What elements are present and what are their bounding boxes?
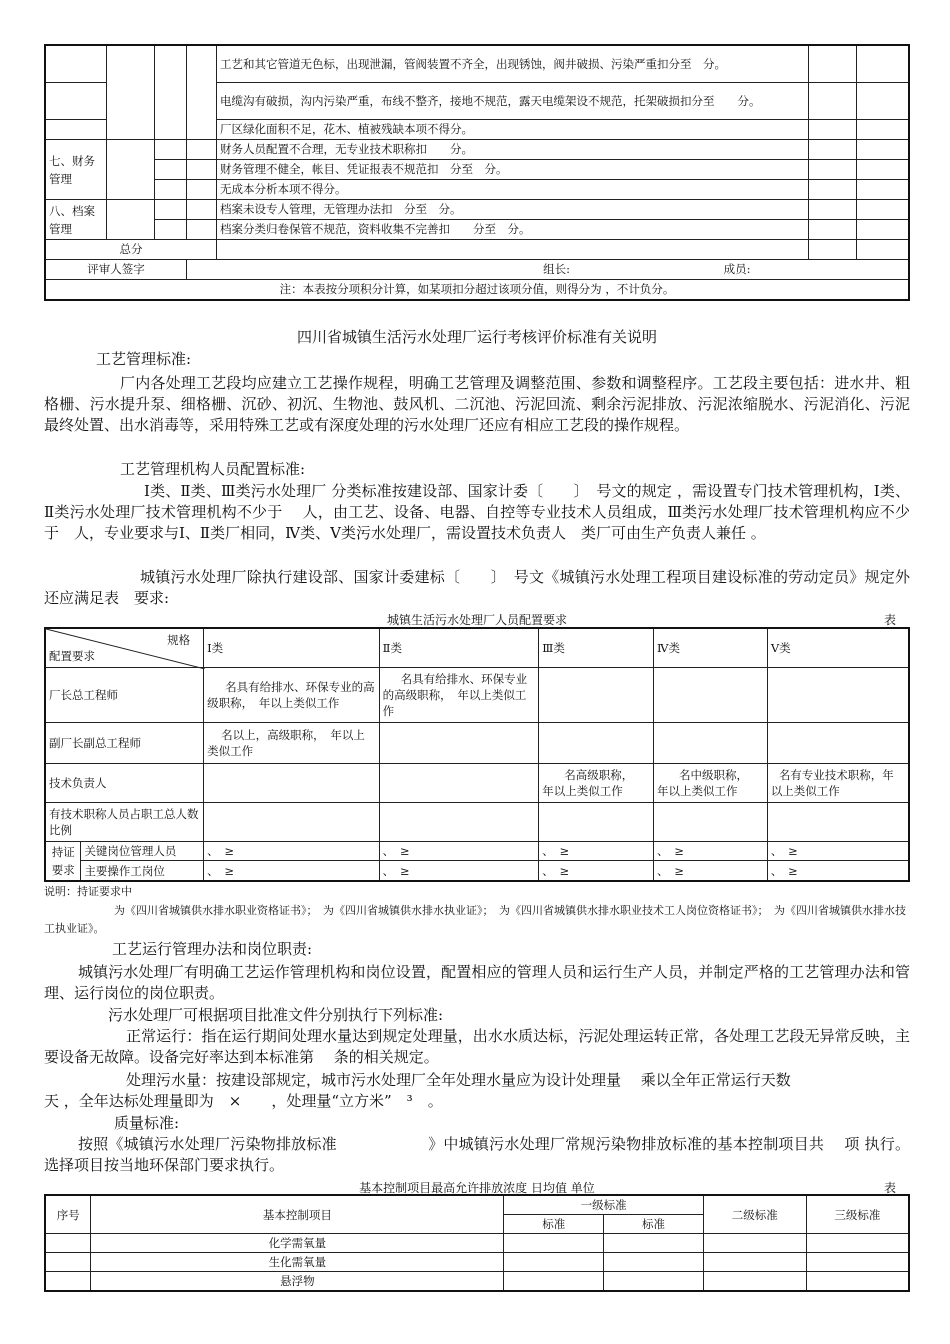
- column-header: Ⅳ类: [654, 628, 768, 668]
- limit-table-number: 表: [884, 1181, 897, 1195]
- leader-label: 组长:: [543, 262, 571, 276]
- section-heading-staff: 工艺管理机构人员配置标准:: [120, 460, 306, 478]
- row-label: 有技术职称人员占职工总人数比例: [45, 803, 204, 842]
- table-cell: 名具有给排水、环保专业的高级职称， 年以上类似工作: [204, 668, 380, 723]
- paragraph-volume-line1: 处理污水量：按建设部规定，城市污水处理厂全年处理水量应为设计处理量 乘以全年正常运行天数: [126, 1071, 791, 1089]
- table-cell: 名中级职称， 年以上类似工作: [654, 764, 768, 803]
- table-cell: 、 ≥: [204, 842, 380, 861]
- table-cell: 名以上，高级职称， 年以上类似工作: [204, 723, 380, 764]
- paragraph-staff: Ⅰ类、Ⅱ类、Ⅲ类污水处理厂 分类标准按建设部、国家计委〔 〕 号文的规定 ，需设置专门技术管理机构，Ⅰ类、Ⅱ类污水处理厂技术管理机构不少于 人，由工艺、设备、电器、自控等专业技术人员组成，Ⅲ类污水处理厂技术管理机构应不少于 人，专业要求与Ⅰ、Ⅱ类厂相同，Ⅳ类、Ⅴ类污水处理厂，需设置技术负责人 类厂可由生产负责人兼任 。: [44, 482, 910, 542]
- table-row: [45, 200, 909, 220]
- column-header: Ⅰ类: [204, 628, 380, 668]
- limit-table-caption: 基本控制项目最高允许排放浓度 日均值 单位: [359, 1181, 595, 1195]
- row-label: 关键岗位管理人员: [81, 842, 204, 861]
- paragraph-volume-line2: 天 ，全年达标处理量即为 × ，处理量“立方米” ³ 。: [44, 1092, 443, 1110]
- eval-item: 财务人员配置不合理，无专业技术职称扣 分。: [216, 140, 808, 160]
- diagonal-divider: [46, 629, 205, 669]
- paragraph-standards: 污水处理厂可根据项目批准文件分别执行下列标准:: [108, 1006, 444, 1024]
- header-seq: 序号: [45, 1195, 91, 1234]
- section-finance: 七、财务管理: [45, 140, 107, 200]
- column-header: Ⅱ类: [379, 628, 539, 668]
- row-label: 主要操作工岗位: [81, 861, 204, 881]
- staff-config-table: [44, 627, 910, 882]
- total-row: [45, 240, 909, 260]
- row-label: 厂长总工程师: [45, 668, 204, 723]
- header-second-level: 二级标准: [703, 1195, 806, 1234]
- table-cell: 、 ≥: [654, 842, 768, 861]
- control-item: 生化需氧量: [91, 1253, 504, 1272]
- paragraph-normal-operation: 正常运行：指在运行期间处理水量达到规定处理量，出水水质达标，污泥处理运转正常，各处理工艺段无异常反映，主要设备无故障。设备完好率达到本标准第 条的相关规定。: [44, 1027, 910, 1066]
- table-header-row: [45, 1195, 909, 1215]
- eval-item: 档案未设专人管理，无管理办法扣 分至 分。: [216, 200, 808, 220]
- cert-note-body: 为《四川省城镇供水排水职业资格证书》； 为《四川省城镇供水排水执业证》； 为《四川省城镇供水排水职业技术工人岗位资格证书》； 为《四川省城镇供水排水技工执业证》。: [44, 904, 906, 935]
- table-cell: 名有专业技术职称，年以上类似工作: [767, 764, 909, 803]
- table-row: [45, 764, 909, 803]
- eval-item: 电缆沟有破损，沟内污染严重，布线不整齐，接地不规范，露天电缆架设不规范，托架破损扣分至 分。: [216, 83, 808, 120]
- eval-item: 财务管理不健全，帐目、凭证报表不规范扣 分至 分。: [216, 160, 808, 180]
- control-item: 化学需氧量: [91, 1234, 504, 1253]
- table-row: [45, 140, 909, 160]
- header-standard-b: 标准: [604, 1215, 704, 1234]
- member-label: 成员:: [723, 262, 751, 276]
- paragraph-ops: 城镇污水处理厂有明确工艺运作管理机构和岗位设置，配置相应的管理人员和运行生产人员，并制定严格的工艺管理办法和管理、运行岗位的岗位职责。: [44, 963, 910, 1002]
- table-cell: 、 ≥: [654, 861, 768, 881]
- table-row: [45, 723, 909, 764]
- staff-table-caption: 城镇生活污水处理厂人员配置要求: [386, 613, 567, 627]
- table-cell: 、 ≥: [379, 842, 539, 861]
- header-standard-a: 标准: [504, 1215, 604, 1234]
- paragraph-craft: 厂内各处理工艺段均应建立工艺操作规程，明确工艺管理及调整范围、参数和调整程序。工艺段主要包括：进水井、粗格栅、污水提升泵、细格栅、沉砂、初沉、生物池、鼓风机、二沉池、污泥回流、剩余污泥排放、污泥浓缩脱水、污泥消化、污泥最终处置、出水消毒等，采用特殊工艺或有深度处理的污水处理厂还应有相应工艺段的操作规程。: [44, 374, 910, 434]
- note-row: [45, 280, 909, 301]
- control-item: 悬浮物: [91, 1272, 504, 1292]
- section-heading-ops: 工艺运行管理办法和岗位职责:: [112, 940, 313, 958]
- table-row: [45, 842, 909, 861]
- table-row: [45, 180, 909, 200]
- document-title: 四川省城镇生活污水处理厂运行考核评价标准有关说明: [296, 328, 657, 346]
- table-row: [45, 220, 909, 240]
- paragraph-quality: 按照《城镇污水处理厂污染物排放标准 》中城镇污水处理厂常规污染物排放标准的基本控制项目共 项 执行。选择项目按当地环保部门要求执行。: [44, 1135, 910, 1174]
- section-archive: 八、档案管理: [45, 200, 107, 240]
- signature-label: 评审人签字: [45, 260, 187, 280]
- eval-item: 档案分类归卷保管不规范，资料收集不完善扣 分至 分。: [216, 220, 808, 240]
- cert-label: 持证要求: [45, 842, 81, 882]
- table-row: [45, 1253, 909, 1272]
- total-label: 总分: [45, 240, 216, 260]
- evaluation-table: [44, 44, 910, 301]
- section-heading-quality: 质量标准:: [114, 1114, 180, 1132]
- table-row: [45, 45, 909, 83]
- header-first-level: 一级标准: [504, 1195, 704, 1215]
- table-cell: 、 ≥: [539, 842, 654, 861]
- table-cell: 名高级职称， 年以上类似工作: [539, 764, 654, 803]
- table-header-row: [45, 628, 909, 668]
- corner-bottom-label: 配置要求: [49, 649, 95, 663]
- table-row: [45, 668, 909, 723]
- staff-table-number: 表: [884, 613, 897, 627]
- table-row: [45, 861, 909, 881]
- table-cell: 、 ≥: [204, 861, 380, 881]
- section-heading-craft: 工艺管理标准:: [96, 350, 192, 368]
- emission-limit-table: [44, 1194, 910, 1292]
- eval-item: 厂区绿化面积不足，花木、植被残缺本项不得分。: [216, 120, 808, 140]
- cert-note-head: 说明：持证要求中: [44, 885, 132, 898]
- row-label: 副厂长副总工程师: [45, 723, 204, 764]
- signature-row: [45, 260, 909, 280]
- table-cell: 、 ≥: [767, 842, 909, 861]
- eval-item: 无成本分析本项不得分。: [216, 180, 808, 200]
- table-row: [45, 1234, 909, 1253]
- table-row: [45, 1272, 909, 1292]
- table-note: 注：本表按分项积分计算，如某项扣分超过该项分值，则得分为 ，不计负分。: [45, 280, 909, 301]
- column-header: Ⅲ类: [539, 628, 654, 668]
- table-cell: 、 ≥: [767, 861, 909, 881]
- header-item: 基本控制项目: [91, 1195, 504, 1234]
- header-third-level: 三级标准: [806, 1195, 909, 1234]
- table-cell: 名具有给排水、环保专业的高级职称， 年以上类似工作: [379, 668, 539, 723]
- row-label: 技术负责人: [45, 764, 204, 803]
- table-cell: 、 ≥: [379, 861, 539, 881]
- column-header: Ⅴ类: [767, 628, 909, 668]
- table-cell: 、 ≥: [539, 861, 654, 881]
- eval-item: 工艺和其它管道无色标，出现泄漏，管阀装置不齐全，出现锈蚀，阀井破损、污染严重扣分至 分。: [216, 45, 808, 83]
- table-row: [45, 803, 909, 842]
- table-row: [45, 160, 909, 180]
- corner-top-label: 规格: [167, 633, 191, 647]
- paragraph-labor: 城镇污水处理厂除执行建设部、国家计委建标〔 〕 号文《城镇污水处理工程项目建设标准的劳动定员》规定外还应满足表 要求:: [44, 568, 910, 607]
